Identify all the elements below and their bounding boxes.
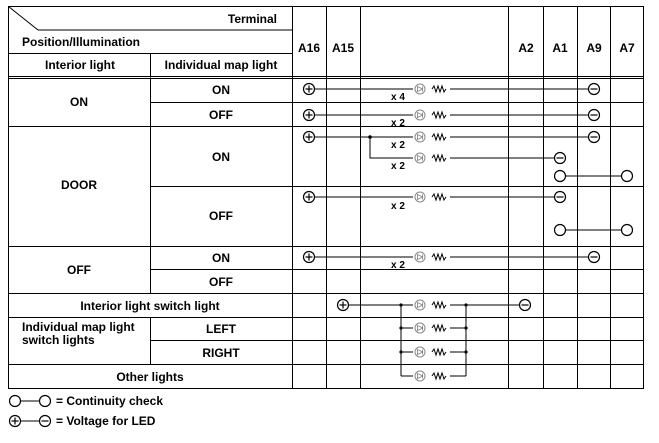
mult-door-on-2: x 2 bbox=[391, 161, 405, 172]
circuit-on-on bbox=[304, 84, 600, 95]
legend-voltage-icon bbox=[10, 416, 51, 427]
terminal-a7: A7 bbox=[619, 41, 635, 55]
terminal-a9: A9 bbox=[586, 41, 602, 55]
terminal-a2: A2 bbox=[518, 41, 534, 55]
row-other-lights: Other lights bbox=[116, 370, 184, 384]
row-off-off: OFF bbox=[209, 275, 233, 289]
circuit-door-off bbox=[304, 192, 633, 236]
row-on-off: OFF bbox=[209, 108, 233, 122]
row-map-left: LEFT bbox=[206, 322, 236, 336]
mult-door-off: x 2 bbox=[391, 201, 405, 212]
legend-continuity: = Continuity check bbox=[56, 394, 164, 408]
row-on-on: ON bbox=[212, 83, 230, 97]
row-door-on: ON bbox=[212, 150, 230, 164]
row-door-off: OFF bbox=[209, 209, 233, 223]
legend-continuity-icon bbox=[10, 396, 51, 407]
row-off: OFF bbox=[67, 263, 91, 277]
mult-door-on-1: x 2 bbox=[391, 140, 405, 151]
row-interior-switch-light: Interior light switch light bbox=[80, 299, 220, 313]
terminal-a1: A1 bbox=[552, 41, 568, 55]
header-interior-light: Interior light bbox=[45, 58, 115, 72]
row-off-on: ON bbox=[212, 251, 230, 265]
row-on: ON bbox=[70, 95, 88, 109]
header-position-illumination: Position/Illumination bbox=[22, 35, 140, 49]
row-map-switch-lights: Individual map light switch lights bbox=[22, 320, 135, 347]
circuit-door-on bbox=[304, 132, 633, 182]
mult-off-on: x 2 bbox=[391, 260, 405, 271]
row-door: DOOR bbox=[61, 178, 97, 192]
header-terminal: Terminal bbox=[227, 12, 277, 26]
terminal-a15: A15 bbox=[331, 41, 355, 55]
mult-on-on: x 4 bbox=[391, 92, 405, 103]
mult-on-off: x 2 bbox=[391, 118, 405, 129]
legend-voltage: = Voltage for LED bbox=[56, 414, 156, 428]
circuit-off-on bbox=[304, 252, 600, 263]
circuit-on-off bbox=[304, 110, 600, 121]
terminal-a16: A16 bbox=[297, 41, 321, 55]
header-individual-map-light: Individual map light bbox=[164, 58, 278, 72]
row-map-right: RIGHT bbox=[202, 346, 240, 360]
